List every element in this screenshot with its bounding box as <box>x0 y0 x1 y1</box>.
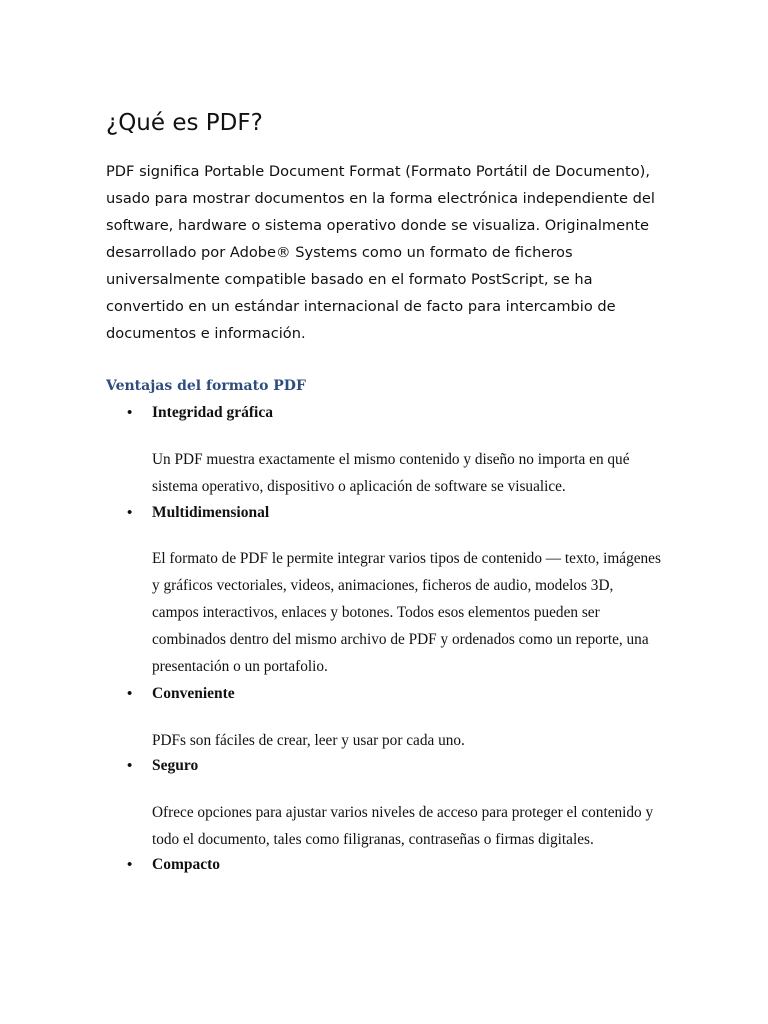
bullet-icon: • <box>127 857 133 873</box>
advantage-item-seguro <box>127 754 198 778</box>
intro-paragraph: PDF significa Portable Document Format (Formato Portátil de Documento), usado para mostrar documentos en la forma electrónica independiente del software, hardware o sistema operativo donde se visualiza. Originalmente desarrollado por Adobe® Systems como un formato de ficheros universalmente compatible basado en el formato PostScript, se ha convertido en un estándar internacional de facto para intercambio de documentos e información. <box>106 163 655 342</box>
bullet-icon: • <box>127 686 133 702</box>
advantage-description: Ofrece opciones para ajustar varios niveles de acceso para proteger el contenido y todo el documento, tales como filigranas, contraseñas o firmas digitales. <box>152 804 654 848</box>
advantage-title: Seguro <box>152 757 199 774</box>
advantage-item-compacto <box>127 853 220 877</box>
advantage-item-integridad <box>127 401 273 425</box>
page-title: ¿Qué es PDF? <box>106 110 263 136</box>
bullet-icon: • <box>127 758 133 774</box>
advantage-description: El formato de PDF le permite integrar varios tipos de contenido — texto, imágenes y gráficos vectoriales, videos, animaciones, ficheros de audio, modelos 3D, campos interactivos, enlaces y botones. Todos esos elementos pueden ser combinados dentro del mismo archivo de PDF y ordenados como un reporte, una presentación o un portafolio. <box>152 550 661 675</box>
section-heading: Ventajas del formato PDF <box>106 378 306 394</box>
bullet-icon: • <box>127 505 133 521</box>
advantage-description: PDFs son fáciles de crear, leer y usar por cada uno. <box>152 732 465 749</box>
advantage-item-conveniente <box>127 682 235 706</box>
advantage-item-multidimensional <box>127 501 269 525</box>
advantage-title: Integridad gráfica <box>152 404 273 421</box>
advantage-title: Compacto <box>152 856 221 873</box>
advantage-title: Conveniente <box>152 685 235 702</box>
bullet-icon: • <box>127 405 133 421</box>
advantage-title: Multidimensional <box>152 504 270 521</box>
advantage-description: Un PDF muestra exactamente el mismo contenido y diseño no importa en qué sistema operativo, dispositivo o aplicación de software se visualice. <box>152 451 630 495</box>
